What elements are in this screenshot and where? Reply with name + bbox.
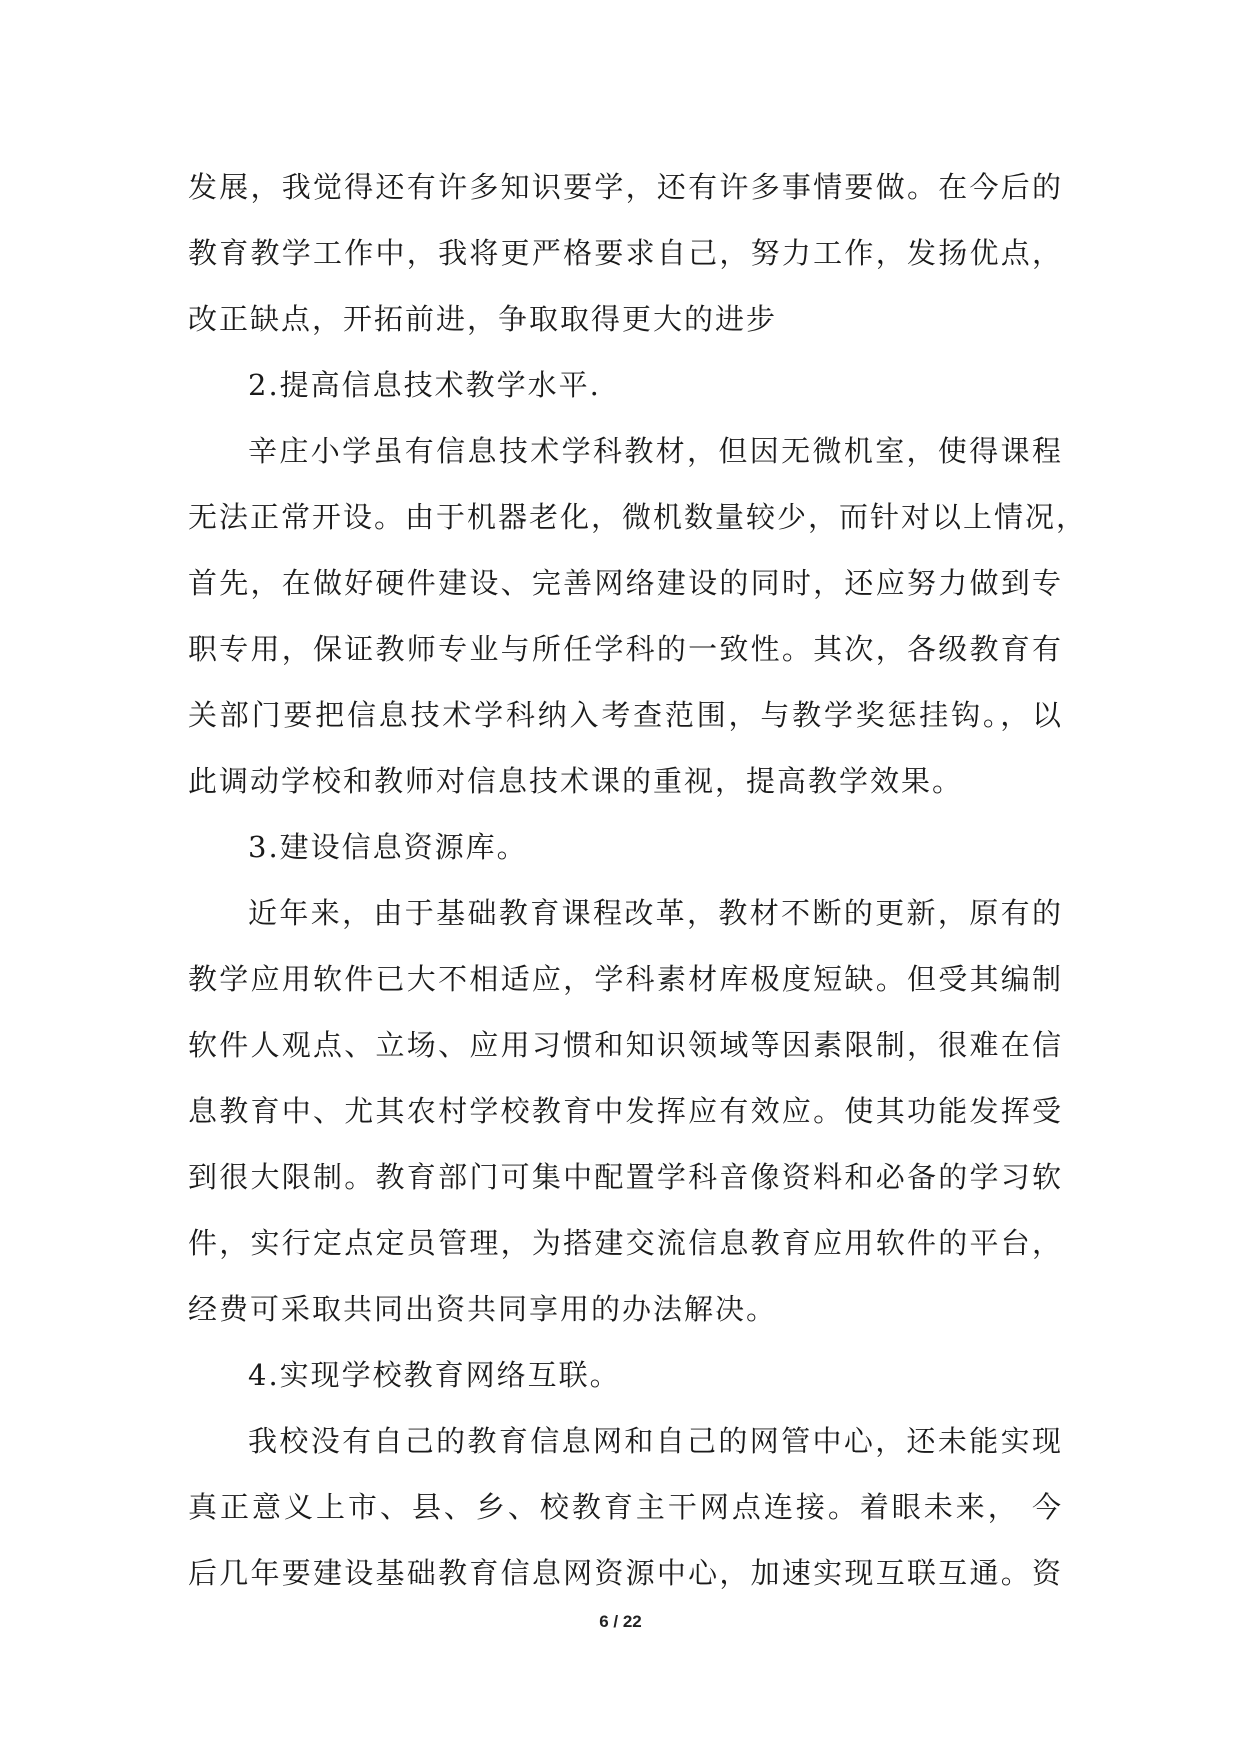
text-line: 辛庄小学虽有信息技术学科教材，但因无微机室，使得课程 — [248, 434, 1063, 468]
text-line: 我校没有自己的教育信息网和自己的网管中心，还未能实现 — [248, 1424, 1063, 1458]
text-line: 近年来，由于基础教育课程改革，教材不断的更新，原有的 — [248, 896, 1063, 930]
text-line: 教学应用软件已大不相适应，学科素材库极度短缺。但受其编制 — [188, 962, 1063, 996]
text-line: 件，实行定点定员管理，为搭建交流信息教育应用软件的平台， — [188, 1226, 1063, 1260]
page-number: 6 / 22 — [599, 1612, 642, 1631]
text-line: 后几年要建设基础教育信息网资源中心，加速实现互联互通。资 — [188, 1556, 1063, 1590]
text-line: 息教育中、尤其农村学校教育中发挥应有效应。使其功能发挥受 — [188, 1094, 1063, 1128]
text-line: 关部门要把信息技术学科纳入考查范围，与教学奖惩挂钩。，以 — [188, 698, 1063, 732]
text-line: 发展，我觉得还有许多知识要学，还有许多事情要做。在今后的 — [188, 170, 1063, 204]
text-line: 此调动学校和教师对信息技术课的重视，提高教学效果。 — [188, 764, 964, 798]
text-line: 首先，在做好硬件建设、完善网络建设的同时，还应努力做到专 — [188, 566, 1063, 600]
text-line: 改正缺点，开拓前进，争取取得更大的进步 — [188, 302, 778, 336]
text-line: 经费可采取共同出资共同享用的办法解决。 — [188, 1292, 778, 1326]
section-heading: 3.建设信息资源库。 — [248, 830, 528, 864]
section-heading: 4.实现学校教育网络互联。 — [248, 1358, 621, 1392]
document-body — [188, 154, 1088, 1606]
text-line: 软件人观点、立场、应用习惯和知识领域等因素限制，很难在信 — [188, 1028, 1063, 1062]
text-line: 到很大限制。教育部门可集中配置学科音像资料和必备的学习软 — [188, 1160, 1063, 1194]
text-line: 真正意义上市、县、乡、校教育主干网点连接。着眼未来， 今 — [188, 1490, 1063, 1524]
section-heading: 2.提高信息技术教学水平. — [248, 368, 601, 402]
text-line: 教育教学工作中，我将更严格要求自己，努力工作，发扬优点， — [188, 236, 1063, 270]
text-line: 无法正常开设。由于机器老化，微机数量较少，而针对以上情况， — [188, 500, 1088, 534]
text-line: 职专用，保证教师专业与所任学科的一致性。其次，各级教育有 — [188, 632, 1063, 666]
